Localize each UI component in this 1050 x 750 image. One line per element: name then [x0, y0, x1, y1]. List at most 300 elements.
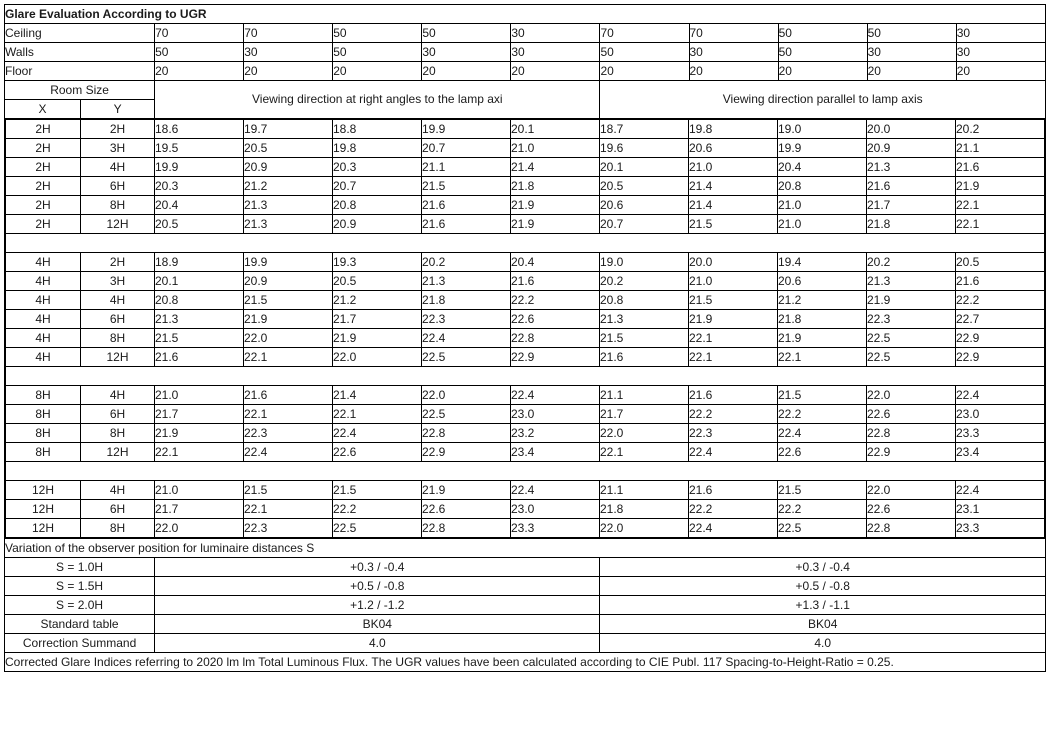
- ugr-value-perpendicular: 21.4: [511, 158, 600, 177]
- table-row: [6, 481, 1045, 500]
- room-size-x: 2H: [6, 196, 81, 215]
- ugr-value-perpendicular: 21.2: [244, 177, 333, 196]
- ugr-value-perpendicular: 21.9: [422, 481, 511, 500]
- table-row: [6, 177, 1045, 196]
- room-size-x: 12H: [6, 481, 81, 500]
- ugr-value-parallel: 21.6: [956, 272, 1045, 291]
- ugr-value-parallel: 21.0: [778, 215, 867, 234]
- ugr-value-perpendicular: 19.9: [422, 120, 511, 139]
- ugr-value-parallel: 21.2: [778, 291, 867, 310]
- ugr-value-perpendicular: 21.3: [155, 310, 244, 329]
- ugr-value-perpendicular: 21.5: [244, 291, 333, 310]
- correction-summand-right: 4.0: [600, 634, 1046, 653]
- room-size-x: 8H: [6, 386, 81, 405]
- ugr-value-parallel: 19.0: [778, 120, 867, 139]
- spacer-cell: [6, 234, 1045, 253]
- ugr-value-perpendicular: 20.8: [155, 291, 244, 310]
- variation-row-1: [5, 558, 1046, 577]
- ugr-value-parallel: 21.9: [956, 177, 1045, 196]
- correction-summand-row: [5, 634, 1046, 653]
- standard-table-label: Standard table: [5, 615, 155, 634]
- floor-value: 20: [867, 62, 956, 81]
- ugr-value-parallel: 22.6: [867, 405, 956, 424]
- ugr-value-perpendicular: 22.5: [422, 348, 511, 367]
- ugr-value-parallel: 21.5: [778, 481, 867, 500]
- ugr-value-parallel: 22.0: [867, 481, 956, 500]
- ugr-value-parallel: 21.6: [600, 348, 689, 367]
- ugr-value-perpendicular: 20.2: [422, 253, 511, 272]
- ugr-value-perpendicular: 21.8: [511, 177, 600, 196]
- table-row: [6, 120, 1045, 139]
- ugr-value-perpendicular: 20.5: [155, 215, 244, 234]
- ugr-value-perpendicular: 21.9: [511, 196, 600, 215]
- ugr-value-perpendicular: 19.9: [244, 253, 333, 272]
- ugr-value-perpendicular: 22.3: [244, 424, 333, 443]
- variation-left-value: +0.5 / -0.8: [155, 577, 600, 596]
- room-size-x: 8H: [6, 443, 81, 462]
- correction-summand-left: 4.0: [155, 634, 600, 653]
- ugr-value-perpendicular: 22.3: [422, 310, 511, 329]
- room-size-y: 8H: [81, 329, 155, 348]
- ugr-value-parallel: 20.6: [689, 139, 778, 158]
- ugr-value-perpendicular: 21.6: [155, 348, 244, 367]
- room-size-y: 8H: [81, 196, 155, 215]
- data-body-row: [5, 119, 1046, 539]
- ceiling-value: 70: [244, 24, 333, 43]
- room-size-x: 12H: [6, 519, 81, 538]
- ugr-value-parallel: 21.9: [867, 291, 956, 310]
- ugr-value-parallel: 22.4: [956, 386, 1045, 405]
- ugr-value-parallel: 19.6: [600, 139, 689, 158]
- table-row: [6, 500, 1045, 519]
- ugr-value-perpendicular: 22.9: [422, 443, 511, 462]
- ugr-value-perpendicular: 20.7: [333, 177, 422, 196]
- ugr-value-parallel: 21.3: [600, 310, 689, 329]
- ceiling-value: 50: [422, 24, 511, 43]
- ugr-value-perpendicular: 22.2: [511, 291, 600, 310]
- room-size-label: Room Size: [5, 81, 155, 100]
- ugr-value-parallel: 21.7: [867, 196, 956, 215]
- ugr-value-perpendicular: 19.7: [244, 120, 333, 139]
- ugr-value-parallel: 21.8: [867, 215, 956, 234]
- room-size-y: 4H: [81, 386, 155, 405]
- ceiling-value: 70: [689, 24, 778, 43]
- variation-header-row: [5, 539, 1046, 558]
- ugr-value-perpendicular: 18.9: [155, 253, 244, 272]
- ugr-value-parallel: 23.4: [956, 443, 1045, 462]
- floor-value: 20: [244, 62, 333, 81]
- ugr-value-perpendicular: 21.0: [155, 481, 244, 500]
- table-row: [6, 329, 1045, 348]
- ugr-value-parallel: 20.6: [600, 196, 689, 215]
- ugr-value-perpendicular: 22.6: [333, 443, 422, 462]
- ceiling-value: 30: [511, 24, 600, 43]
- table-row: [6, 158, 1045, 177]
- ugr-value-parallel: 20.5: [600, 177, 689, 196]
- ugr-value-perpendicular: 20.5: [333, 272, 422, 291]
- floor-value: 20: [422, 62, 511, 81]
- room-size-y: 6H: [81, 310, 155, 329]
- ugr-value-parallel: 22.1: [956, 215, 1045, 234]
- ugr-table: [4, 4, 1046, 672]
- ugr-value-parallel: 21.5: [689, 215, 778, 234]
- standard-table-right: BK04: [600, 615, 1046, 634]
- ugr-value-parallel: 21.1: [600, 386, 689, 405]
- ugr-value-parallel: 22.4: [956, 481, 1045, 500]
- ugr-value-perpendicular: 22.1: [244, 500, 333, 519]
- ugr-value-parallel: 21.1: [600, 481, 689, 500]
- standard-table-row: [5, 615, 1046, 634]
- ugr-value-parallel: 21.7: [600, 405, 689, 424]
- table-row: [6, 443, 1045, 462]
- room-size-x: 12H: [6, 500, 81, 519]
- ugr-value-parallel: 20.0: [689, 253, 778, 272]
- ugr-value-parallel: 21.3: [867, 272, 956, 291]
- ugr-value-parallel: 21.6: [956, 158, 1045, 177]
- ugr-value-parallel: 22.9: [867, 443, 956, 462]
- ugr-value-parallel: 22.0: [867, 386, 956, 405]
- room-size-x: 8H: [6, 424, 81, 443]
- room-size-y: 8H: [81, 519, 155, 538]
- ugr-value-perpendicular: 22.1: [333, 405, 422, 424]
- room-size-x: 4H: [6, 348, 81, 367]
- ugr-value-perpendicular: 21.3: [244, 196, 333, 215]
- walls-value: 50: [333, 43, 422, 62]
- variation-left-value: +1.2 / -1.2: [155, 596, 600, 615]
- ugr-value-perpendicular: 22.8: [511, 329, 600, 348]
- room-size-x-label: X: [5, 100, 81, 119]
- floor-value: 20: [689, 62, 778, 81]
- row-label-walls: Walls: [5, 43, 155, 62]
- ugr-value-parallel: 20.2: [956, 120, 1045, 139]
- ugr-value-parallel: 22.6: [778, 443, 867, 462]
- ugr-data-grid: [5, 119, 1045, 538]
- ugr-value-perpendicular: 19.5: [155, 139, 244, 158]
- ugr-value-perpendicular: 21.9: [244, 310, 333, 329]
- variation-right-value: +0.5 / -0.8: [600, 577, 1046, 596]
- reflectance-row-floor: [5, 62, 1046, 81]
- room-size-x: 4H: [6, 310, 81, 329]
- ugr-value-parallel: 19.8: [689, 120, 778, 139]
- roomsize-header-row: [5, 81, 1046, 100]
- room-size-y: 8H: [81, 424, 155, 443]
- ugr-value-parallel: 22.1: [689, 348, 778, 367]
- ugr-value-parallel: 22.8: [867, 424, 956, 443]
- ugr-value-parallel: 21.5: [778, 386, 867, 405]
- table-row: [6, 215, 1045, 234]
- ugr-value-parallel: 21.5: [600, 329, 689, 348]
- floor-value: 20: [778, 62, 867, 81]
- ugr-value-parallel: 22.3: [867, 310, 956, 329]
- walls-value: 30: [244, 43, 333, 62]
- ugr-value-perpendicular: 22.8: [422, 519, 511, 538]
- ugr-value-perpendicular: 20.4: [155, 196, 244, 215]
- table-row: [6, 310, 1045, 329]
- ugr-value-parallel: 22.4: [778, 424, 867, 443]
- standard-table-left: BK04: [155, 615, 600, 634]
- room-size-y: 6H: [81, 405, 155, 424]
- ugr-value-parallel: 20.2: [867, 253, 956, 272]
- ugr-value-perpendicular: 22.2: [333, 500, 422, 519]
- room-size-y: 3H: [81, 272, 155, 291]
- ugr-value-perpendicular: 22.0: [244, 329, 333, 348]
- ugr-value-perpendicular: 23.2: [511, 424, 600, 443]
- ugr-value-perpendicular: 21.5: [155, 329, 244, 348]
- ugr-value-perpendicular: 21.3: [422, 272, 511, 291]
- floor-value: 20: [333, 62, 422, 81]
- ugr-value-parallel: 22.1: [689, 329, 778, 348]
- walls-value: 30: [867, 43, 956, 62]
- ugr-value-perpendicular: 21.5: [333, 481, 422, 500]
- floor-value: 20: [155, 62, 244, 81]
- ugr-value-parallel: 22.7: [956, 310, 1045, 329]
- variation-left-value: +0.3 / -0.4: [155, 558, 600, 577]
- ceiling-value: 70: [600, 24, 689, 43]
- ceiling-value: 50: [333, 24, 422, 43]
- ugr-value-perpendicular: 21.9: [155, 424, 244, 443]
- table-row: [6, 405, 1045, 424]
- ugr-value-parallel: 22.5: [778, 519, 867, 538]
- ugr-value-parallel: 20.1: [600, 158, 689, 177]
- table-row: [6, 272, 1045, 291]
- block-spacer: [6, 462, 1045, 481]
- reflectance-row-ceiling: [5, 24, 1046, 43]
- footnote-text: Corrected Glare Indices referring to 2020 lm lm Total Luminous Flux. The UGR values have been calculated according to CIE Publ. 117 Spacing-to-Height-Ratio = 0.25.: [5, 653, 1046, 672]
- ceiling-value: 50: [867, 24, 956, 43]
- ugr-value-perpendicular: 22.3: [244, 519, 333, 538]
- variation-row-3: [5, 596, 1046, 615]
- ugr-value-perpendicular: 21.0: [155, 386, 244, 405]
- page-title: Glare Evaluation According to UGR: [5, 5, 1046, 24]
- ugr-value-parallel: 21.3: [867, 158, 956, 177]
- ugr-value-perpendicular: 20.3: [333, 158, 422, 177]
- ugr-value-perpendicular: 21.2: [333, 291, 422, 310]
- footnote-row: [5, 653, 1046, 672]
- ugr-value-perpendicular: 21.7: [333, 310, 422, 329]
- ugr-value-perpendicular: 22.1: [155, 443, 244, 462]
- ugr-value-perpendicular: 22.4: [333, 424, 422, 443]
- ugr-value-perpendicular: 22.0: [422, 386, 511, 405]
- ugr-value-parallel: 22.6: [867, 500, 956, 519]
- ugr-value-parallel: 21.0: [689, 158, 778, 177]
- ugr-value-perpendicular: 22.5: [422, 405, 511, 424]
- ugr-value-parallel: 22.2: [778, 405, 867, 424]
- table-row: [6, 253, 1045, 272]
- ugr-value-perpendicular: 22.9: [511, 348, 600, 367]
- ugr-value-perpendicular: 21.0: [511, 139, 600, 158]
- walls-value: 30: [511, 43, 600, 62]
- variation-right-value: +0.3 / -0.4: [600, 558, 1046, 577]
- walls-value: 30: [422, 43, 511, 62]
- viewing-direction-parallel: Viewing direction parallel to lamp axis: [600, 81, 1046, 119]
- ugr-value-parallel: 22.4: [689, 519, 778, 538]
- ugr-value-parallel: 20.2: [600, 272, 689, 291]
- ugr-value-perpendicular: 18.8: [333, 120, 422, 139]
- ugr-value-perpendicular: 22.6: [511, 310, 600, 329]
- title-row: [5, 5, 1046, 24]
- ugr-data-body: [5, 119, 1046, 539]
- table-row: [6, 139, 1045, 158]
- ugr-value-parallel: 21.9: [778, 329, 867, 348]
- room-size-x: 4H: [6, 253, 81, 272]
- ugr-value-parallel: 22.2: [956, 291, 1045, 310]
- ugr-value-perpendicular: 21.7: [155, 500, 244, 519]
- ugr-value-perpendicular: 20.4: [511, 253, 600, 272]
- table-row: [6, 424, 1045, 443]
- room-size-y: 12H: [81, 215, 155, 234]
- room-size-x: 4H: [6, 272, 81, 291]
- room-size-y: 2H: [81, 253, 155, 272]
- ugr-value-parallel: 20.7: [600, 215, 689, 234]
- floor-value: 20: [511, 62, 600, 81]
- ugr-value-parallel: 21.1: [956, 139, 1045, 158]
- ugr-value-perpendicular: 22.4: [244, 443, 333, 462]
- ugr-value-perpendicular: 20.1: [155, 272, 244, 291]
- reflectance-row-walls: [5, 43, 1046, 62]
- walls-value: 30: [689, 43, 778, 62]
- ugr-value-parallel: 19.4: [778, 253, 867, 272]
- room-size-y: 12H: [81, 348, 155, 367]
- room-size-y: 12H: [81, 443, 155, 462]
- ugr-value-perpendicular: 22.4: [511, 481, 600, 500]
- ugr-value-perpendicular: 23.4: [511, 443, 600, 462]
- ugr-value-perpendicular: 21.6: [511, 272, 600, 291]
- ugr-value-parallel: 22.2: [778, 500, 867, 519]
- room-size-y: 6H: [81, 500, 155, 519]
- ugr-value-perpendicular: 20.1: [511, 120, 600, 139]
- room-size-x: 2H: [6, 177, 81, 196]
- ugr-value-parallel: 23.1: [956, 500, 1045, 519]
- room-size-x: 2H: [6, 139, 81, 158]
- room-size-x: 2H: [6, 215, 81, 234]
- floor-value: 20: [956, 62, 1045, 81]
- ugr-value-parallel: 20.8: [778, 177, 867, 196]
- ugr-value-parallel: 22.9: [956, 348, 1045, 367]
- ugr-value-parallel: 23.3: [956, 519, 1045, 538]
- ugr-value-perpendicular: 23.0: [511, 500, 600, 519]
- block-spacer: [6, 367, 1045, 386]
- ugr-value-parallel: 20.0: [867, 120, 956, 139]
- room-size-y: 2H: [81, 120, 155, 139]
- ugr-value-perpendicular: 21.6: [244, 386, 333, 405]
- viewing-direction-right-angles: Viewing direction at right angles to the lamp axi: [155, 81, 600, 119]
- row-label-floor: Floor: [5, 62, 155, 81]
- ugr-value-parallel: 19.0: [600, 253, 689, 272]
- block-spacer: [6, 234, 1045, 253]
- ugr-value-parallel: 23.0: [956, 405, 1045, 424]
- ugr-value-perpendicular: 22.8: [422, 424, 511, 443]
- ugr-value-parallel: 21.0: [778, 196, 867, 215]
- ugr-value-parallel: 22.9: [956, 329, 1045, 348]
- ugr-value-parallel: 21.6: [689, 481, 778, 500]
- ugr-value-perpendicular: 22.5: [333, 519, 422, 538]
- ugr-value-perpendicular: 20.8: [333, 196, 422, 215]
- ugr-value-perpendicular: 20.9: [244, 272, 333, 291]
- ugr-value-parallel: 21.4: [689, 177, 778, 196]
- ugr-value-perpendicular: 21.8: [422, 291, 511, 310]
- ugr-value-parallel: 20.5: [956, 253, 1045, 272]
- ugr-value-perpendicular: 20.9: [333, 215, 422, 234]
- walls-value: 30: [956, 43, 1045, 62]
- ugr-value-parallel: 21.6: [867, 177, 956, 196]
- ugr-value-parallel: 22.4: [689, 443, 778, 462]
- ugr-value-parallel: 21.8: [600, 500, 689, 519]
- ugr-value-perpendicular: 21.5: [244, 481, 333, 500]
- variation-label: S = 1.0H: [5, 558, 155, 577]
- walls-value: 50: [600, 43, 689, 62]
- ugr-value-perpendicular: 19.8: [333, 139, 422, 158]
- ugr-value-parallel: 19.9: [778, 139, 867, 158]
- ugr-value-perpendicular: 21.6: [422, 196, 511, 215]
- ugr-value-perpendicular: 20.7: [422, 139, 511, 158]
- ugr-value-parallel: 21.5: [689, 291, 778, 310]
- ugr-value-parallel: 20.8: [600, 291, 689, 310]
- floor-value: 20: [600, 62, 689, 81]
- ugr-value-perpendicular: 19.9: [155, 158, 244, 177]
- room-size-x: 4H: [6, 329, 81, 348]
- ugr-value-parallel: 21.4: [689, 196, 778, 215]
- ceiling-value: 30: [956, 24, 1045, 43]
- room-size-y: 4H: [81, 291, 155, 310]
- correction-summand-label: Correction Summand: [5, 634, 155, 653]
- table-row: [6, 291, 1045, 310]
- ugr-value-perpendicular: 21.3: [244, 215, 333, 234]
- ugr-value-perpendicular: 23.3: [511, 519, 600, 538]
- ugr-value-perpendicular: 21.9: [511, 215, 600, 234]
- ugr-value-perpendicular: 19.3: [333, 253, 422, 272]
- ugr-value-perpendicular: 23.0: [511, 405, 600, 424]
- ugr-value-parallel: 18.7: [600, 120, 689, 139]
- table-row: [6, 348, 1045, 367]
- ugr-value-parallel: 20.6: [778, 272, 867, 291]
- ugr-value-parallel: 22.1: [600, 443, 689, 462]
- table-row: [6, 196, 1045, 215]
- ugr-value-parallel: 22.1: [956, 196, 1045, 215]
- ugr-value-parallel: 21.9: [689, 310, 778, 329]
- ugr-value-perpendicular: 22.1: [244, 348, 333, 367]
- ceiling-value: 70: [155, 24, 244, 43]
- ugr-value-perpendicular: 22.6: [422, 500, 511, 519]
- room-size-x: 2H: [6, 120, 81, 139]
- ugr-value-parallel: 22.1: [778, 348, 867, 367]
- ugr-value-perpendicular: 21.9: [333, 329, 422, 348]
- table-row: [6, 519, 1045, 538]
- room-size-y: 4H: [81, 158, 155, 177]
- row-label-ceiling: Ceiling: [5, 24, 155, 43]
- spacer-cell: [6, 367, 1045, 386]
- ugr-value-parallel: 22.0: [600, 424, 689, 443]
- ugr-value-parallel: 22.0: [600, 519, 689, 538]
- room-size-y-label: Y: [81, 100, 155, 119]
- ugr-value-parallel: 21.0: [689, 272, 778, 291]
- ugr-value-perpendicular: 21.7: [155, 405, 244, 424]
- ugr-value-perpendicular: 20.3: [155, 177, 244, 196]
- ceiling-value: 50: [778, 24, 867, 43]
- ugr-value-perpendicular: 20.9: [244, 158, 333, 177]
- ugr-value-perpendicular: 22.4: [422, 329, 511, 348]
- room-size-x: 8H: [6, 405, 81, 424]
- variation-row-2: [5, 577, 1046, 596]
- ugr-value-parallel: 21.8: [778, 310, 867, 329]
- ugr-value-parallel: 23.3: [956, 424, 1045, 443]
- walls-value: 50: [778, 43, 867, 62]
- ugr-value-parallel: 22.8: [867, 519, 956, 538]
- ugr-value-parallel: 20.4: [778, 158, 867, 177]
- variation-label: S = 2.0H: [5, 596, 155, 615]
- ugr-value-parallel: 22.2: [689, 405, 778, 424]
- ugr-value-perpendicular: 22.1: [244, 405, 333, 424]
- ugr-value-perpendicular: 20.5: [244, 139, 333, 158]
